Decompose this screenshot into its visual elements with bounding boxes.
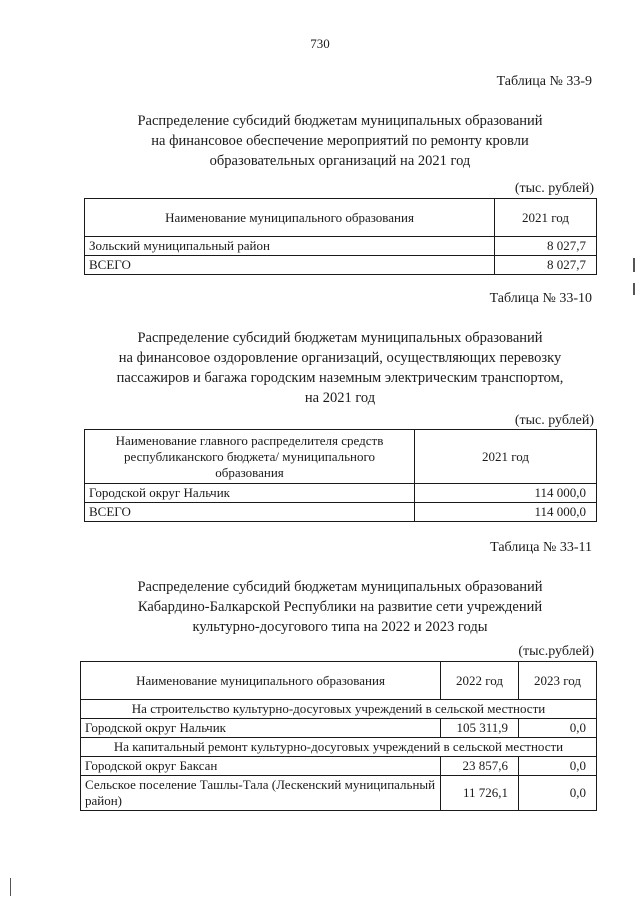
table-33-11	[80, 661, 597, 811]
table-33-9-caption	[80, 111, 600, 171]
scan-edge-mark	[633, 283, 635, 295]
table-row	[85, 503, 597, 522]
column-header: Наименование главного распределителя средств республиканского бюджета/ муниципального образования	[85, 430, 415, 484]
row-name: Зольский муниципальный район	[85, 237, 495, 256]
row-value-2022: 23 857,6	[441, 757, 519, 776]
row-name: Городской округ Нальчик	[85, 484, 415, 503]
table-33-10-caption	[80, 328, 600, 408]
row-name: Городской округ Баксан	[81, 757, 441, 776]
table-33-11-units: (тыс.рублей)	[518, 644, 594, 659]
row-name: Сельское поселение Ташлы-Тала (Лескенский муниципальный район)	[81, 776, 441, 811]
row-value: 8 027,7	[495, 256, 597, 275]
table-row	[85, 484, 597, 503]
section-row	[81, 738, 597, 757]
table-row	[85, 237, 597, 256]
caption-line: Распределение субсидий бюджетам муниципальных образований	[137, 330, 543, 346]
row-value-2023: 0,0	[519, 757, 597, 776]
table-33-10	[84, 429, 597, 522]
caption-line: на 2021 год	[304, 390, 376, 406]
row-name: Городской округ Нальчик	[81, 719, 441, 738]
table-33-9-label: Таблица № 33-9	[496, 74, 592, 89]
table-33-10-units: (тыс. рублей)	[514, 413, 594, 428]
table-row	[85, 256, 597, 275]
row-value-2022: 105 311,9	[441, 719, 519, 738]
caption-line: на финансовое оздоровление организаций, осуществляющих перевозку	[118, 350, 562, 366]
row-value: 114 000,0	[415, 503, 597, 522]
scan-edge-mark	[10, 878, 11, 896]
column-header: 2023 год	[519, 662, 597, 700]
section-title: На строительство культурно-досуговых учреждений в сельской местности	[81, 700, 597, 719]
caption-line: Распределение субсидий бюджетам муниципальных образований	[137, 579, 543, 595]
row-value-2022: 11 726,1	[441, 776, 519, 811]
row-value-2023: 0,0	[519, 719, 597, 738]
row-value: 114 000,0	[415, 484, 597, 503]
column-header: 2022 год	[441, 662, 519, 700]
table-row	[81, 757, 597, 776]
column-header: Наименование муниципального образования	[81, 662, 441, 700]
row-name: ВСЕГО	[85, 503, 415, 522]
table-33-9	[84, 198, 597, 275]
table-33-11-caption	[80, 577, 600, 637]
column-header: 2021 год	[495, 199, 597, 237]
caption-line: Распределение субсидий бюджетам муниципальных образований	[137, 113, 543, 129]
page-number: 730	[310, 36, 330, 51]
caption-line: образовательных организаций на 2021 год	[209, 153, 471, 169]
table-row	[81, 776, 597, 811]
table-33-9-units: (тыс. рублей)	[514, 181, 594, 196]
caption-line: пассажиров и багажа городским наземным электрическим транспортом,	[116, 370, 564, 386]
row-name: ВСЕГО	[85, 256, 495, 275]
caption-line: Кабардино-Балкарской Республики на развитие сети учреждений	[137, 599, 543, 615]
section-row	[81, 700, 597, 719]
table-33-11-label: Таблица № 33-11	[490, 540, 592, 555]
row-value: 8 027,7	[495, 237, 597, 256]
caption-line: культурно-досугового типа на 2022 и 2023 годы	[192, 619, 488, 635]
table-33-10-label: Таблица № 33-10	[489, 291, 592, 306]
column-header: 2021 год	[415, 430, 597, 484]
column-header: Наименование муниципального образования	[85, 199, 495, 237]
table-row	[81, 719, 597, 738]
section-title: На капитальный ремонт культурно-досуговых учреждений в сельской местности	[81, 738, 597, 757]
scan-edge-mark	[633, 258, 635, 272]
caption-line: на финансовое обеспечение мероприятий по ремонту кровли	[151, 133, 529, 149]
row-value-2023: 0,0	[519, 776, 597, 811]
